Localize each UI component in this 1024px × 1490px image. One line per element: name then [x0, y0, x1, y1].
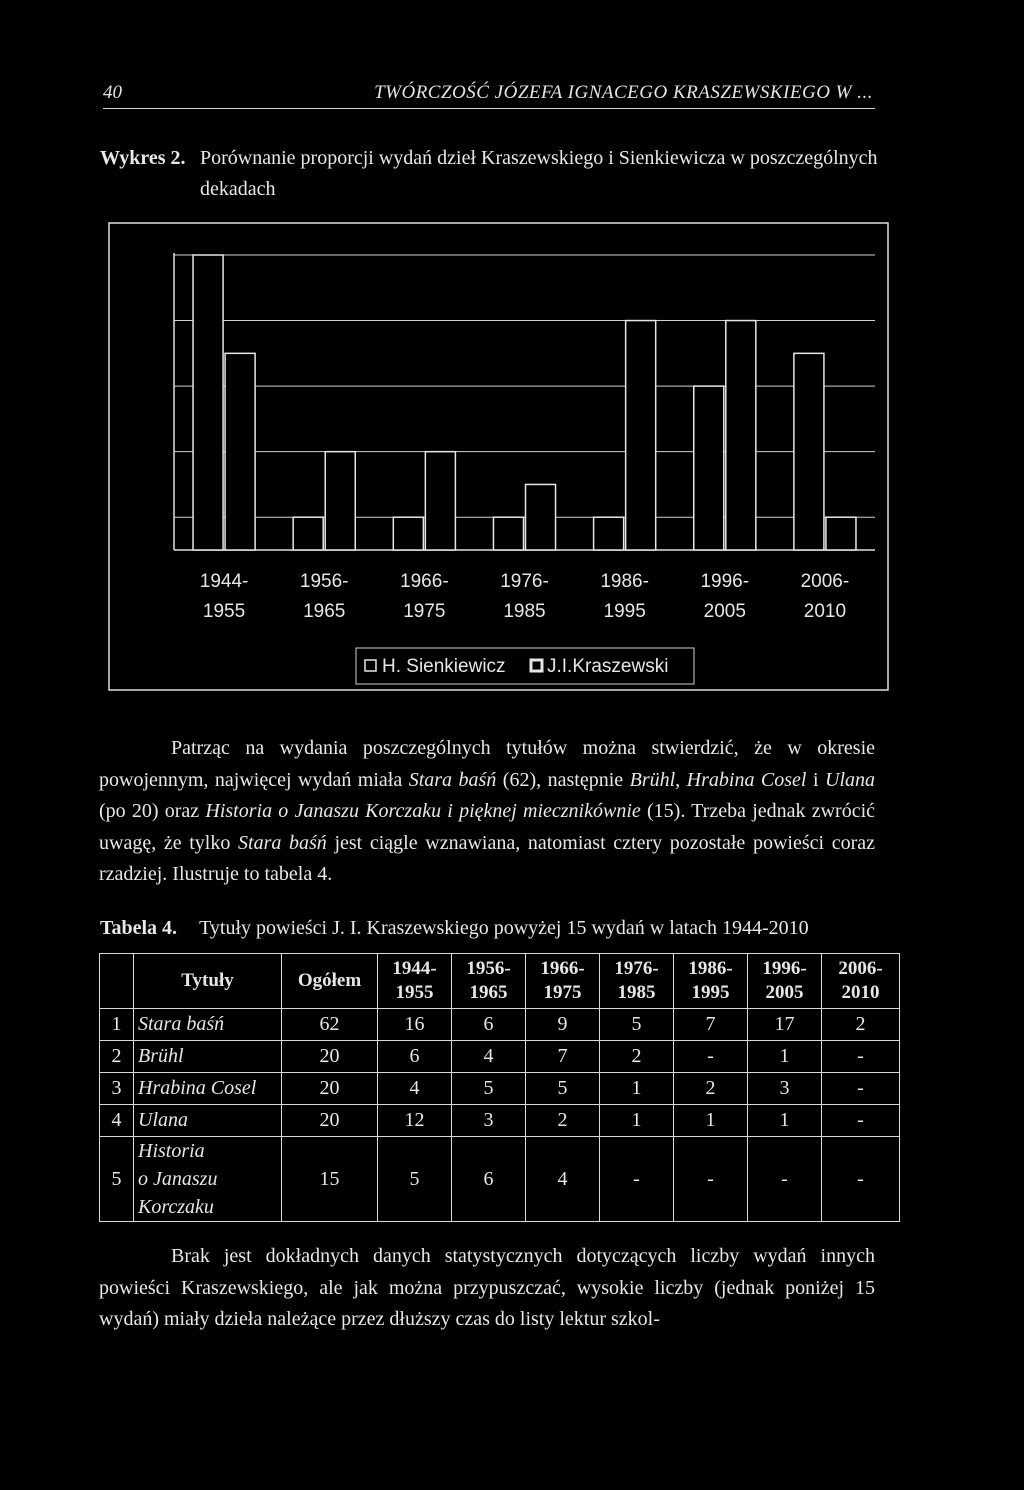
x-tick-label: 1944- — [199, 571, 249, 592]
figure-caption — [100, 143, 890, 205]
table-row: 3 Hrabina Cosel 20 4 5 5 1 2 3 - — [100, 1073, 900, 1105]
bar-sienkiewicz — [293, 517, 323, 550]
figure-caption-text: Porównanie proporcji wydań dzieł Kraszewskiego i Sienkiewicza w poszczególnych dekadach — [200, 147, 878, 200]
x-tick-label: 2005 — [703, 601, 746, 622]
paragraph-2-text: Brak jest dokładnych danych statystycznych dotyczących liczby wydań innych powieści Kraszewskiego, ale jak można przypuszczać, wysokie liczby (jednak poniżej 15 wydań) miały dzieła należące przez dłuższy czas do listy lektur szkol- — [99, 1245, 875, 1330]
header-titles: Tytuły — [134, 954, 282, 1009]
table-row: 5 Historia o Janaszu Korczaku 15 5 6 4 - - - - — [100, 1137, 900, 1222]
header-period: 2006- 2010 — [822, 954, 900, 1009]
bar-sienkiewicz — [393, 517, 423, 550]
table-header-row — [100, 954, 900, 1009]
table-row: 2 Brühl 20 6 4 7 2 - 1 - — [100, 1041, 900, 1073]
x-tick-label: 1975 — [403, 601, 446, 622]
bar-kraszewski — [526, 484, 556, 550]
bar-sienkiewicz — [594, 517, 624, 550]
bar-sienkiewicz — [694, 386, 724, 550]
paragraph-1 — [99, 733, 875, 891]
x-tick-label: 1985 — [503, 601, 546, 622]
table-caption-text: Tytuły powieści J. I. Kraszewskiego powyżej 15 wydań w latach 1944-2010 — [199, 917, 809, 939]
x-tick-label: 2006- — [800, 571, 850, 592]
x-tick-label: 1976- — [500, 571, 549, 592]
bar-kraszewski — [626, 321, 656, 550]
x-tick-label: 2010 — [803, 601, 847, 622]
bar-kraszewski — [325, 452, 355, 550]
header-total: Ogółem — [282, 954, 378, 1009]
bar-sienkiewicz — [794, 353, 824, 550]
bar-sienkiewicz — [493, 517, 523, 550]
x-tick-label: 1986- — [600, 571, 649, 592]
header-period: 1976- 1985 — [600, 954, 674, 1009]
page-number: 40 — [103, 82, 122, 103]
table-row: 1 Stara baśń 62 16 6 9 5 7 17 2 — [100, 1009, 900, 1041]
header-period: 1986- 1995 — [674, 954, 748, 1009]
editions-table — [99, 953, 900, 1222]
table-row: 4 Ulana 20 12 3 2 1 1 1 - — [100, 1105, 900, 1137]
figure-label: Wykres 2. — [100, 147, 186, 169]
header-period: 1956- 1965 — [452, 954, 526, 1009]
header-number — [100, 954, 134, 1009]
header-period: 1996- 2005 — [748, 954, 822, 1009]
running-title: TWÓRCZOŚĆ JÓZEFA IGNACEGO KRASZEWSKIEGO W ... — [374, 82, 873, 103]
table-caption — [100, 917, 809, 940]
x-tick-label: 1965 — [303, 601, 346, 622]
header-period: 1944- 1955 — [378, 954, 452, 1009]
running-header — [103, 80, 875, 109]
bar-kraszewski — [726, 321, 756, 550]
bar-kraszewski — [225, 353, 255, 550]
bar-sienkiewicz — [193, 255, 223, 550]
x-tick-label: 1955 — [202, 601, 246, 622]
x-tick-label: 1996- — [700, 571, 750, 592]
legend-label-kraszewski: J.I.Kraszewski — [547, 656, 669, 677]
x-tick-label: 1956- — [299, 571, 349, 592]
x-tick-label: 1995 — [603, 601, 646, 622]
paragraph-1-text: Patrząc na wydania poszczególnych tytułów można stwierdzić, że w okresie powojennym, najwięcej wydań miała Stara baśń (62), następnie Brühl, Hrabina Cosel i Ulana (po 20) oraz Historia o Janaszu Korczaku i pięknej miecznikównie (15). Trzeba jednak zwrócić uwagę, że tylko Stara baśń jest ciągle wznawiana, natomiast cztery pozostałe powieści coraz rzadziej. Ilustruje to tabela 4. — [99, 737, 876, 885]
legend-label-sienkiewicz: H. Sienkiewicz — [382, 656, 506, 677]
bar-kraszewski — [425, 452, 455, 550]
table-label: Tabela 4. — [100, 917, 178, 939]
header-period: 1966- 1975 — [526, 954, 600, 1009]
bar-kraszewski — [826, 517, 856, 550]
x-tick-label: 1966- — [400, 571, 449, 592]
chart-svg — [108, 222, 889, 691]
chart — [108, 222, 889, 691]
paragraph-2 — [99, 1241, 875, 1336]
